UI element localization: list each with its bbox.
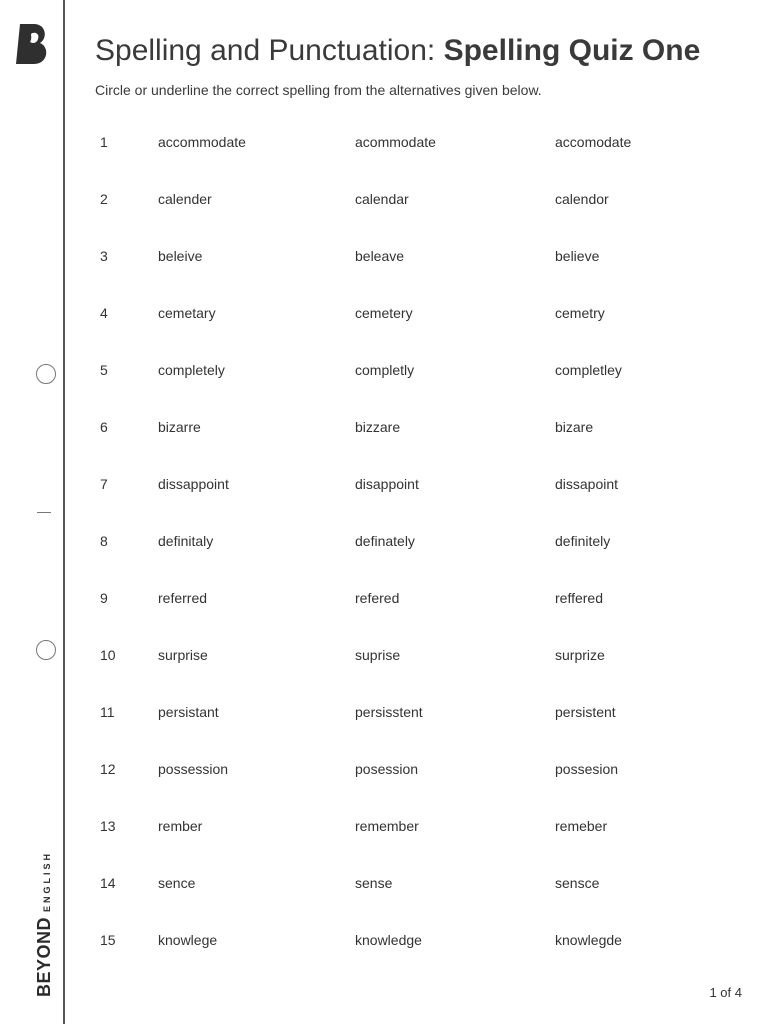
option-2[interactable]: posession [355, 761, 419, 777]
quiz-list [0, 112, 768, 967]
option-2[interactable]: definately [355, 533, 415, 549]
option-2[interactable]: disappoint [355, 476, 419, 492]
quiz-row [0, 226, 768, 283]
quiz-row [0, 625, 768, 682]
option-1[interactable]: cemetary [158, 305, 216, 321]
option-2[interactable]: calendar [355, 191, 409, 207]
quiz-row [0, 283, 768, 340]
question-number: 4 [100, 305, 108, 321]
option-3[interactable]: dissapoint [555, 476, 619, 492]
question-number: 15 [100, 932, 116, 948]
option-3[interactable]: knowlegde [555, 932, 622, 948]
question-number: 7 [100, 476, 108, 492]
option-2[interactable]: cemetery [355, 305, 413, 321]
option-3[interactable]: persistent [555, 704, 616, 720]
question-number: 6 [100, 419, 108, 435]
option-2[interactable]: suprise [355, 647, 401, 663]
brand-subname: ENGLISH [42, 850, 52, 912]
question-number: 13 [100, 818, 116, 834]
option-3[interactable]: possesion [555, 761, 619, 777]
option-3[interactable]: believe [555, 248, 600, 264]
option-1[interactable]: surprise [158, 647, 208, 663]
option-3[interactable]: calendor [555, 191, 609, 207]
option-1[interactable]: rember [158, 818, 203, 834]
option-1[interactable]: completely [158, 362, 225, 378]
question-number: 1 [100, 134, 108, 150]
brand-name: BEYOND [34, 916, 54, 997]
option-2[interactable]: beleave [355, 248, 405, 264]
question-number: 9 [100, 590, 108, 606]
option-3[interactable]: completley [555, 362, 622, 378]
quiz-row [0, 454, 768, 511]
option-1[interactable]: referred [158, 590, 208, 606]
title-light: Spelling and Punctuation: [95, 34, 444, 67]
quiz-row [0, 112, 768, 169]
option-2[interactable]: completly [355, 362, 415, 378]
title-bold: Spelling Quiz One [443, 34, 701, 67]
option-1[interactable]: dissappoint [158, 476, 229, 492]
quiz-row [0, 796, 768, 853]
page-number: 1 of 4 [709, 985, 742, 1000]
quiz-row [0, 682, 768, 739]
option-1[interactable]: persistant [158, 704, 219, 720]
question-number: 5 [100, 362, 108, 378]
option-2[interactable]: knowledge [355, 932, 422, 948]
question-number: 10 [100, 647, 116, 663]
option-2[interactable]: bizzare [355, 419, 401, 435]
option-3[interactable]: remeber [555, 818, 608, 834]
option-1[interactable]: beleive [158, 248, 203, 264]
option-3[interactable]: bizare [555, 419, 594, 435]
beyond-b-logo-icon [14, 22, 52, 66]
quiz-row [0, 850, 768, 912]
question-number: 12 [100, 761, 116, 777]
option-3[interactable]: sensce [555, 875, 600, 891]
quiz-row [0, 169, 768, 226]
option-2[interactable]: acommodate [355, 134, 436, 150]
question-number: 3 [100, 248, 108, 264]
question-number: 14 [100, 875, 116, 891]
option-1[interactable]: knowlege [158, 932, 218, 948]
question-number: 11 [100, 704, 115, 720]
quiz-row [0, 340, 768, 397]
question-number: 2 [100, 191, 108, 207]
quiz-row [0, 511, 768, 568]
option-1[interactable]: bizarre [158, 419, 201, 435]
option-3[interactable]: reffered [555, 590, 603, 606]
quiz-row [0, 397, 768, 454]
option-2[interactable]: remember [355, 818, 419, 834]
option-2[interactable]: refered [355, 590, 400, 606]
quiz-row [0, 739, 768, 796]
option-1[interactable]: sence [158, 875, 196, 891]
option-3[interactable]: accomodate [555, 134, 632, 150]
option-2[interactable]: persisstent [355, 704, 423, 720]
question-number: 8 [100, 533, 108, 549]
option-1[interactable]: calender [158, 191, 212, 207]
instructions: Circle or underline the correct spelling from the alternatives given below. [95, 82, 542, 98]
option-3[interactable]: cemetry [555, 305, 605, 321]
option-1[interactable]: definitaly [158, 533, 214, 549]
quiz-row [0, 910, 768, 967]
option-3[interactable]: definitely [555, 533, 611, 549]
option-1[interactable]: possession [158, 761, 229, 777]
option-2[interactable]: sense [355, 875, 393, 891]
page-title [95, 34, 700, 68]
option-1[interactable]: accommodate [158, 134, 246, 150]
option-3[interactable]: surprize [555, 647, 605, 663]
quiz-row [0, 568, 768, 625]
